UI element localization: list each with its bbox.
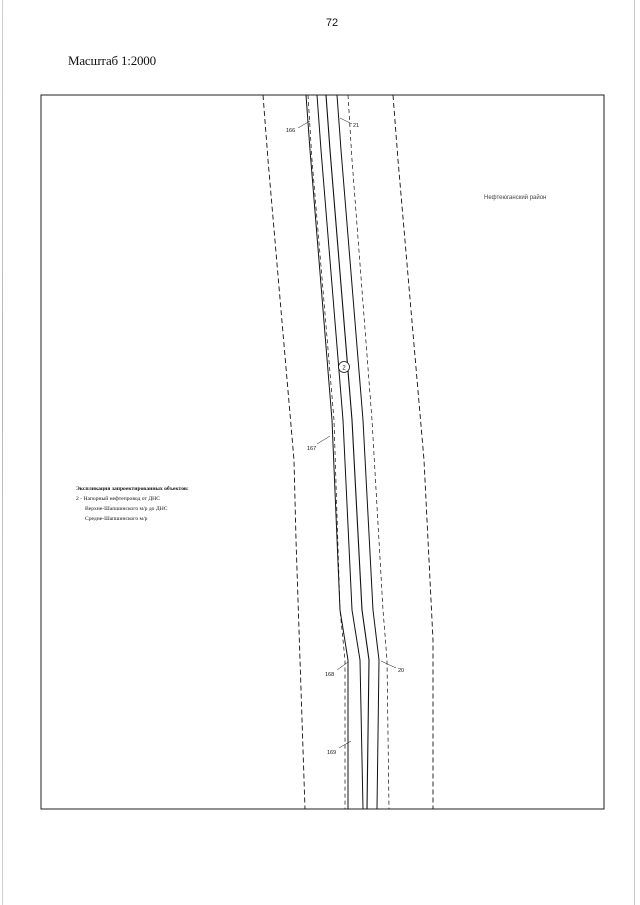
pipeline-line-4 <box>337 95 379 809</box>
row-boundary-left <box>263 95 305 809</box>
callout-21: 21 <box>353 123 360 129</box>
callout-20: 20 <box>398 668 405 674</box>
objects-legend <box>76 484 286 524</box>
legend-item-line-2: Верхне-Шапшинского м/р до ДНС <box>85 506 168 512</box>
legend-title: Экспликация запроектированных объектов: <box>76 486 189 492</box>
callout-167: 167 <box>307 446 317 452</box>
district-label: Нефтеюганский район <box>484 195 547 201</box>
pipeline-line-2 <box>317 95 363 809</box>
scale-label: Масштаб 1:2000 <box>68 53 156 68</box>
callout-leader-168 <box>337 662 348 670</box>
callout-leader-20 <box>381 661 396 668</box>
callout-leader-21 <box>340 118 352 124</box>
map-frame <box>41 95 604 809</box>
callout-168: 168 <box>325 672 335 678</box>
pipeline-marker-label: 2 <box>342 365 346 372</box>
legend-item-line-1: 2 - Напорный нефтепровод от ДНС <box>76 496 160 502</box>
page-number: 72 <box>325 17 339 29</box>
legend-item <box>76 494 286 524</box>
pipeline-line-1 <box>306 95 348 809</box>
legend-item-line-3: Средне-Шапшинского м/р <box>85 516 148 522</box>
callout-166: 166 <box>286 128 296 134</box>
callout-leader-167 <box>317 436 330 444</box>
callout-169: 169 <box>327 750 337 756</box>
row-boundary-right <box>393 95 433 809</box>
corridor-axis-left <box>308 95 345 809</box>
